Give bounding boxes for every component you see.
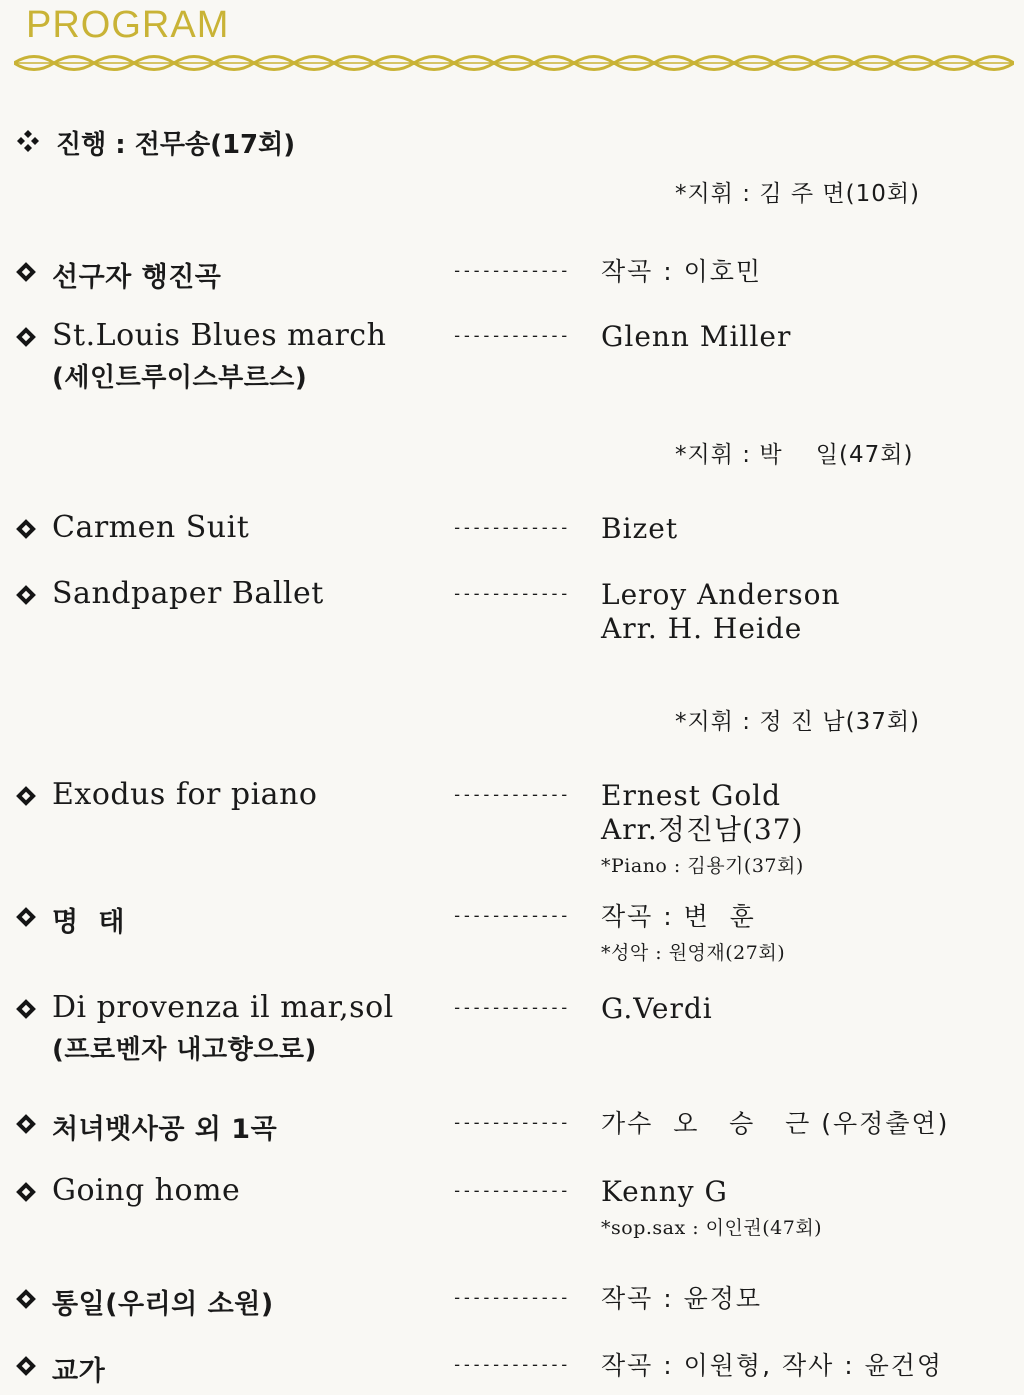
leader-dashes: ------------ bbox=[452, 584, 569, 604]
credit-line: Leroy Anderson bbox=[601, 578, 841, 611]
diamond-bullet-icon bbox=[16, 907, 36, 927]
leader-dashes: ------------ bbox=[452, 1355, 569, 1375]
host-line: 진행 : 전무송(17회) bbox=[56, 130, 296, 160]
program-title bbox=[52, 318, 386, 394]
conductor-line: *지휘 : 박 일(47회) bbox=[675, 442, 914, 468]
credit-line-2: Arr.정진남(37) bbox=[601, 813, 804, 846]
credit-line: 작곡 : 변 훈 bbox=[601, 902, 756, 931]
program-title-text: Going home bbox=[52, 1173, 241, 1208]
program-credit bbox=[601, 578, 841, 646]
credit-line: 작곡 : 이호민 bbox=[601, 257, 763, 286]
conductor-line: *지휘 : 김 주 면(10회) bbox=[675, 181, 921, 207]
page-heading: PROGRAM bbox=[26, 4, 230, 46]
program-title bbox=[52, 1349, 105, 1388]
leader-dashes: ------------ bbox=[452, 1113, 569, 1133]
program-credit bbox=[601, 900, 785, 970]
diamond-bullet-icon bbox=[16, 786, 36, 806]
program-title-text: St.Louis Blues march bbox=[52, 318, 387, 353]
chain-strand bbox=[14, 57, 1014, 64]
program-title-text: 통일(우리의 소원) bbox=[52, 1289, 274, 1320]
decorative-chain-divider bbox=[14, 48, 1014, 78]
credit-line: 가수 오 승 근 (우정출연) bbox=[601, 1109, 950, 1138]
credit-line: 작곡 : 이원형, 작사 : 윤건영 bbox=[601, 1351, 944, 1380]
diamond-bullet-icon bbox=[16, 1356, 36, 1376]
leader-dashes: ------------ bbox=[452, 1181, 569, 1201]
program-title bbox=[52, 510, 249, 545]
diamond-bullet-icon bbox=[16, 1114, 36, 1134]
credit-line: Glenn Miller bbox=[601, 320, 792, 353]
program-credit bbox=[601, 1349, 943, 1383]
program-credit bbox=[601, 1107, 949, 1141]
credit-line: 작곡 : 윤정모 bbox=[601, 1284, 763, 1313]
program-title-translation: (세인트루이스부르스) bbox=[52, 363, 308, 393]
program-title bbox=[52, 1173, 240, 1208]
program-title-text: 처녀뱃사공 외 1곡 bbox=[52, 1114, 278, 1145]
performer-note: *성악 : 원영재(27회) bbox=[601, 942, 786, 964]
diamond-bullet-icon bbox=[16, 585, 36, 605]
program-title-text: 교가 bbox=[52, 1356, 106, 1387]
diamond-bullet-icon bbox=[16, 262, 36, 282]
program-title bbox=[52, 576, 324, 611]
program-title bbox=[52, 255, 221, 294]
leader-dashes: ------------ bbox=[452, 326, 569, 346]
leader-dashes: ------------ bbox=[452, 518, 569, 538]
program-credit bbox=[601, 992, 713, 1026]
four-diamond-icon bbox=[16, 129, 40, 153]
program-credit bbox=[601, 1175, 822, 1245]
program-title-translation: (프로벤자 내고향으로) bbox=[52, 1035, 317, 1065]
diamond-bullet-icon bbox=[16, 999, 36, 1019]
program-title bbox=[52, 777, 317, 812]
program-title bbox=[52, 1107, 277, 1146]
program-title bbox=[52, 900, 125, 939]
program-title-text: Di provenza il mar,sol bbox=[52, 990, 394, 1025]
program-title-text: Exodus for piano bbox=[52, 777, 318, 812]
program-credit bbox=[601, 1282, 762, 1316]
leader-dashes: ------------ bbox=[452, 785, 569, 805]
credit-line-2: Arr. H. Heide bbox=[601, 612, 803, 645]
diamond-bullet-icon bbox=[16, 327, 36, 347]
credit-line: Ernest Gold bbox=[601, 779, 782, 812]
credit-line: Bizet bbox=[601, 512, 679, 545]
performer-note: *Piano : 김용기(37회) bbox=[601, 855, 804, 877]
leader-dashes: ------------ bbox=[452, 998, 569, 1018]
leader-dashes: ------------ bbox=[452, 261, 569, 281]
program-credit bbox=[601, 512, 678, 546]
chain-strand bbox=[14, 63, 1014, 70]
program-title-text: Sandpaper Ballet bbox=[52, 576, 324, 611]
program-title bbox=[52, 1282, 274, 1321]
leader-dashes: ------------ bbox=[452, 906, 569, 926]
program-title-text: 명 태 bbox=[52, 907, 125, 938]
program-credit bbox=[601, 779, 804, 883]
leader-dashes: ------------ bbox=[452, 1288, 569, 1308]
diamond-bullet-icon bbox=[16, 1182, 36, 1202]
credit-line: Kenny G bbox=[601, 1175, 728, 1208]
performer-note: *sop.sax : 이인권(47회) bbox=[601, 1217, 823, 1239]
program-title-text: 선구자 행진곡 bbox=[52, 262, 222, 293]
diamond-bullet-icon bbox=[16, 1289, 36, 1309]
diamond-bullet-icon bbox=[16, 519, 36, 539]
program-credit bbox=[601, 320, 791, 354]
conductor-line: *지휘 : 정 진 남(37회) bbox=[675, 709, 921, 735]
program-credit bbox=[601, 255, 762, 289]
program-title bbox=[52, 990, 394, 1066]
program-title-text: Carmen Suit bbox=[52, 510, 250, 545]
credit-line: G.Verdi bbox=[601, 992, 713, 1025]
